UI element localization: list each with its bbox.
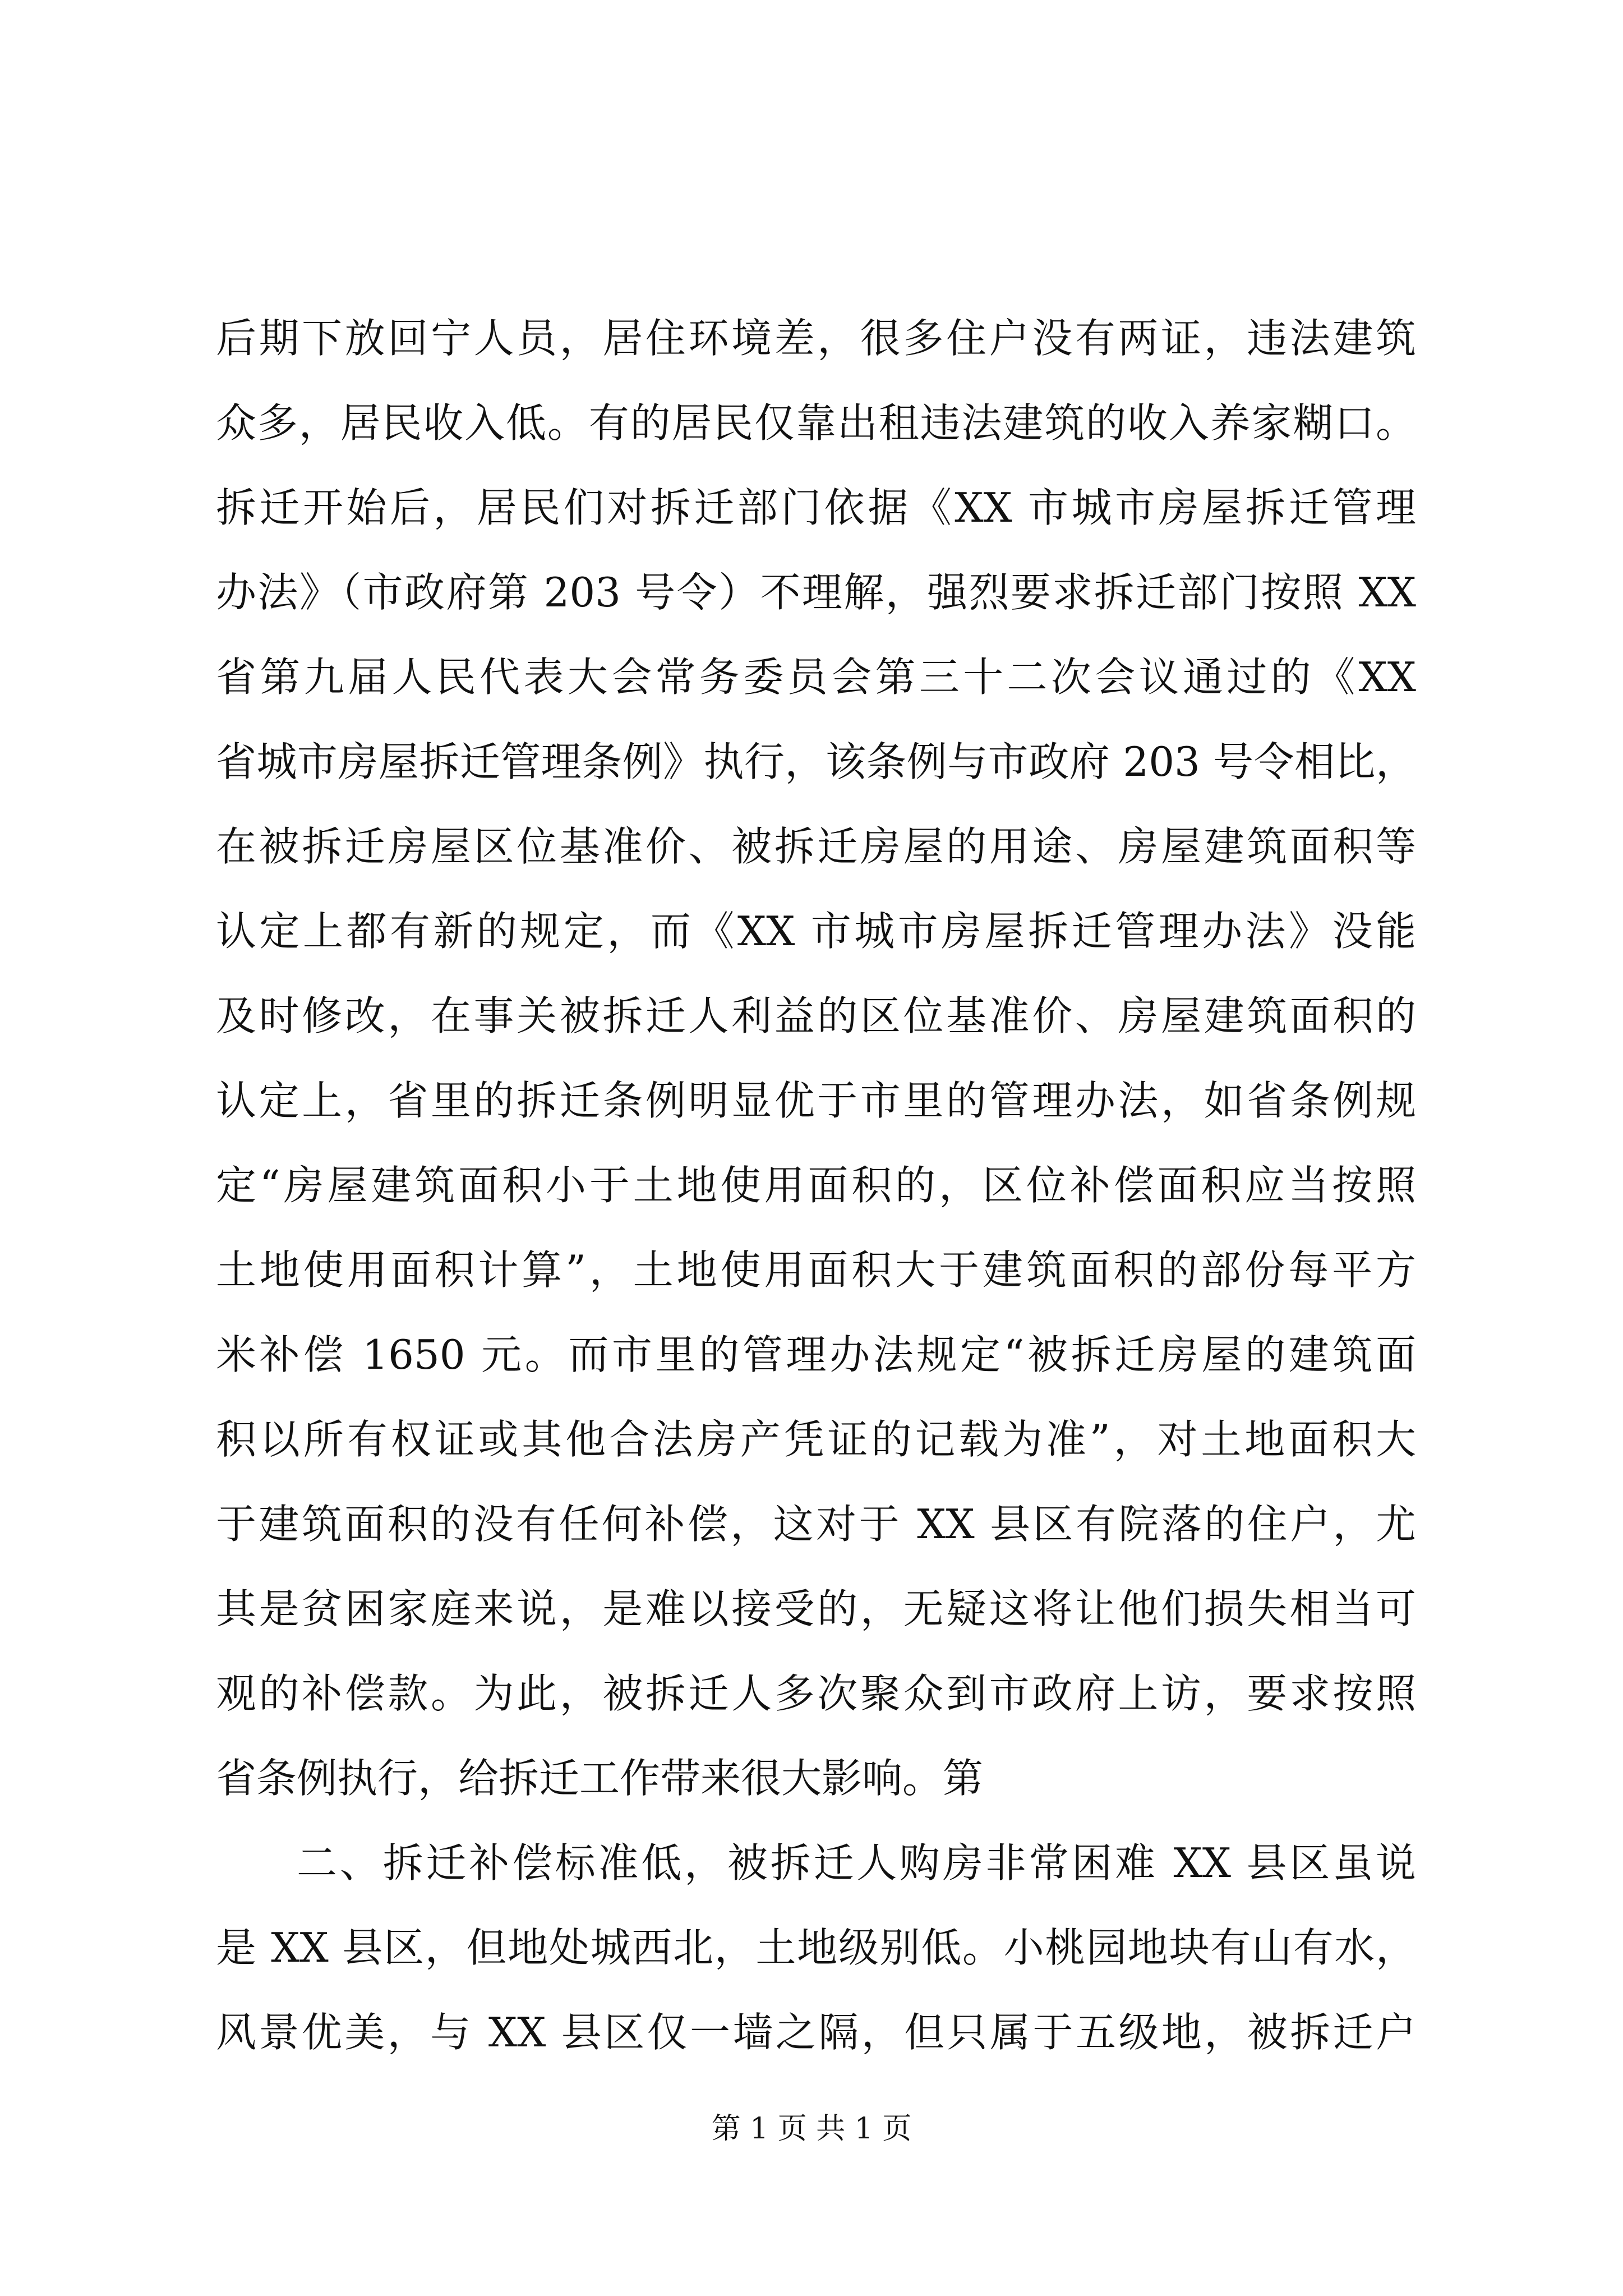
text-line: 认定上，省里的拆迁条例明显优于市里的管理办法，如省条例规 [216,1077,1416,1124]
text-line: 后期下放回宁人员，居住环境差，很多住户没有两证，违法建筑 [216,315,1416,362]
text-line: 观的补偿款。为此，被拆迁人多次聚众到市政府上访，要求按照 [216,1670,1416,1717]
text-line: 土地使用面积计算”，土地使用面积大于建筑面积的部份每平方 [216,1246,1416,1294]
text-line: 办法》（市政府第 203 号令）不理解，强烈要求拆迁部门按照 XX [216,569,1416,616]
text-line: 认定上都有新的规定，而《XX 市城市房屋拆迁管理办法》没能 [216,908,1416,955]
text-line: 省城市房屋拆迁管理条例》执行，该条例与市政府 203 号令相比， [216,738,1416,785]
text-line: 在被拆迁房屋区位基准价、被拆迁房屋的用途、房屋建筑面积等 [216,823,1416,870]
text-line: 是 XX 县区，但地处城西北，土地级别低。小桃园地块有山有水， [216,1924,1416,1971]
text-line: 省第九届人民代表大会常务委员会第三十二次会议通过的《XX [216,654,1416,701]
text-line: 其是贫困家庭来说，是难以接受的，无疑这将让他们损失相当可 [216,1585,1416,1632]
text-line: 定“房屋建筑面积小于土地使用面积的，区位补偿面积应当按照 [216,1162,1416,1209]
text-line: 米补偿 1650 元。而市里的管理办法规定“被拆迁房屋的建筑面 [216,1331,1416,1378]
text-line: 风景优美，与 XX 县区仅一墙之隔，但只属于五级地，被拆迁户 [216,2009,1416,2056]
text-line: 于建筑面积的没有任何补偿，这对于 XX 县区有院落的住户，尤 [216,1501,1416,1548]
body-text [216,296,1416,2075]
text-line: 及时修改，在事关被拆迁人利益的区位基准价、房屋建筑面积的 [216,992,1416,1039]
page-footer: 第 1 页 共 1 页 [711,2112,912,2146]
text-line: 众多，居民收入低。有的居民仅靠出租违法建筑的收入养家糊口。 [216,399,1416,447]
text-line: 积以所有权证或其他合法房产凭证的记载为准”，对土地面积大 [216,1416,1416,1463]
text-line: 拆迁开始后，居民们对拆迁部门依据《XX 市城市房屋拆迁管理 [216,484,1416,531]
section-heading-line: 二、拆迁补偿标准低，被拆迁人购房非常困难 XX 县区虽说 [297,1839,1416,1887]
paragraph-end-line: 省条例执行，给拆迁工作带来很大影响。第 [216,1755,984,1802]
